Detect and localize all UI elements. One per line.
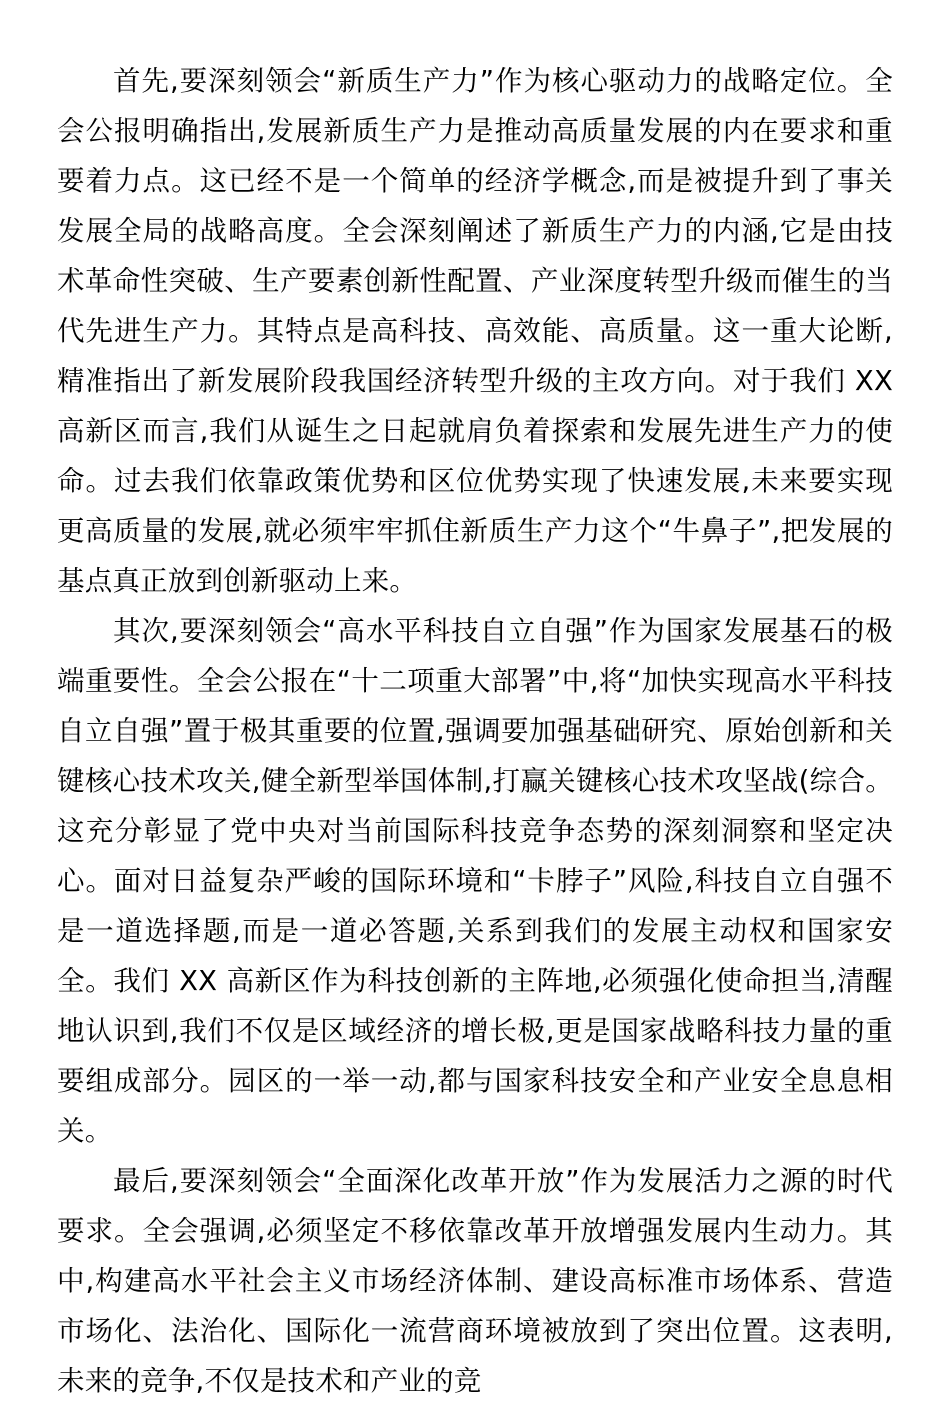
body-paragraph-3: 最后,要深刻领会“全面深化改革开放”作为发展活力之源的时代要求。全会强调,必须坚定不移依靠改革开放增强发展内生动力。其中,构建高水平社会主义市场经济体制、建设高标准市场体系、营造市场化、法治化、国际化一流营商环境被放到了突出位置。这表明,未来的竞争,不仅是技术和产业的竞	[57, 1165, 893, 1397]
body-paragraph-1: 首先,要深刻领会“新质生产力”作为核心驱动力的战略定位。全会公报明确指出,发展新质生产力是推动高质量发展的内在要求和重要着力点。这已经不是一个简单的经济学概念,而是被提升到了事关发展全局的战略高度。全会深刻阐述了新质生产力的内涵,它是由技术革命性突破、生产要素创新性配置、产业深度转型升级而催生的当代先进生产力。其特点是高科技、高效能、高质量。这一重大论断,精准指出了新发展阶段我国经济转型升级的主攻方向。对于我们 XX 高新区而言,我们从诞生之日起就肩负着探索和发展先进生产力的使命。过去我们依靠政策优势和区位优势实现了快速发展,未来要实现更高质量的发展,就必须牢牢抓住新质生产力这个“牛鼻子”,把发展的基点真正放到创新驱动上来。	[57, 65, 893, 597]
document-body	[57, 56, 893, 1406]
body-paragraph-2: 其次,要深刻领会“高水平科技自立自强”作为国家发展基石的极端重要性。全会公报在“十二项重大部署”中,将“加快实现高水平科技自立自强”置于极其重要的位置,强调要加强基础研究、原始创新和关键核心技术攻关,健全新型举国体制,打赢关键核心技术攻坚战(综合。这充分彰显了党中央对当前国际科技竞争态势的深刻洞察和坚定决心。面对日益复杂严峻的国际环境和“卡脖子”风险,科技自立自强不是一道选择题,而是一道必答题,关系到我们的发展主动权和国家安全。我们 XX 高新区作为科技创新的主阵地,必须强化使命担当,清醒地认识到,我们不仅是区域经济的增长极,更是国家战略科技力量的重要组成部分。园区的一举一动,都与国家科技安全和产业安全息息相关。	[57, 615, 893, 1147]
